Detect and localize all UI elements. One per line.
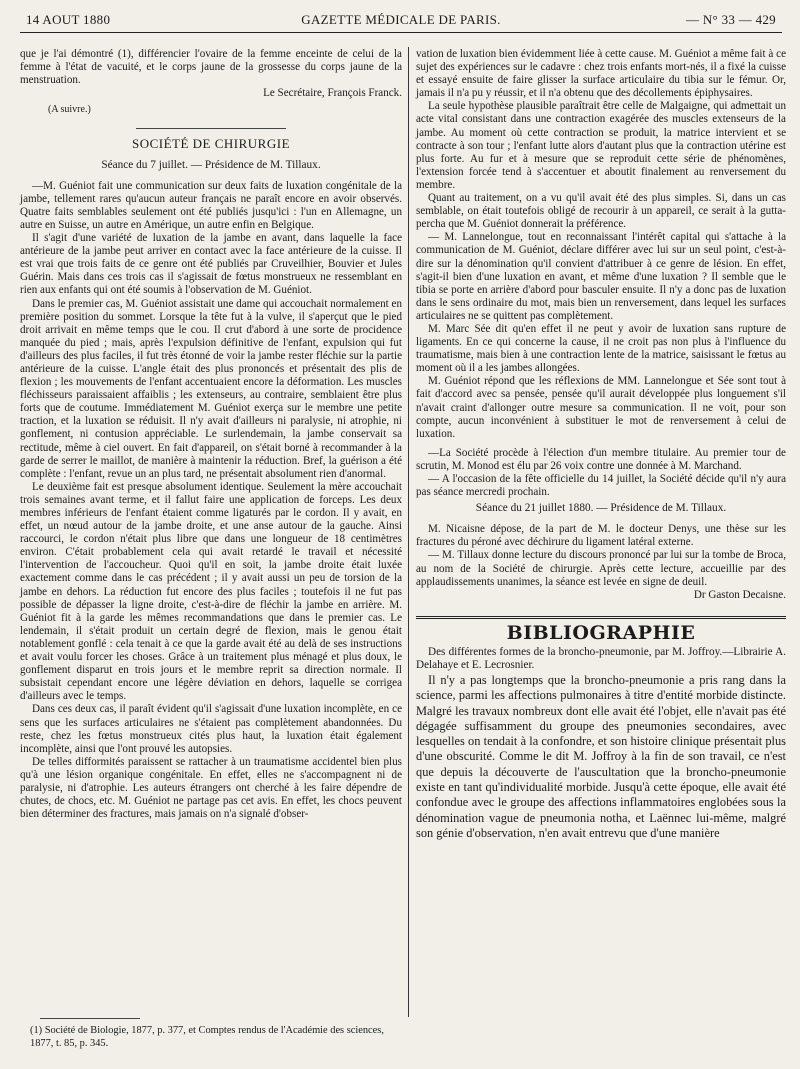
paragraph: — M. Lannelongue, tout en reconnaissant l'intérêt capital qui s'attache à la communication de M. Guéniot, déclare différer avec lui sur un seul point, c'est-à-dire sur la dénomination qu'il convient d'attribuer à ce genre de lésion. En effet, s'agit-il bien d'une luxation en avant, et même d'une luxation ? Il semble que le tibia se porte en arrière d'abord pour basculer ensuite. Il n'y a donc pas de luxation dans le sens ordinaire du mot, mais bien un renversement, dans lequel les surfaces articulaires ne se quittent pas complètement. bbox=[416, 231, 786, 322]
paragraph: Dans ces deux cas, il paraît évident qu'il s'agissait d'une luxation incomplète, en ce sens que les surfaces articulaires ne s'étaient pas complètement abandonnées. Du reste, chez les fœtus monstrueux cités plus haut, la luxation était également incomplète, ainsi que l'ont prouvé les autopsies. bbox=[20, 703, 402, 755]
footnote-divider bbox=[40, 1018, 140, 1019]
header-title: GAZETTE MÉDICALE DE PARIS. bbox=[301, 12, 501, 27]
paragraph: vation de luxation bien évidemment liée à cette cause. M. Guéniot a même fait à ce sujet des expériences sur le cadavre : chez trois enfants mort-nés, il a fixé la cuisse et essayé ensuite de faire glisser la surface articulaire du tibia sur le fémur. Or, jamais il n'a pu y réussir, et il n'a obtenu que des décollements épiphysaires. bbox=[416, 48, 786, 100]
paragraph: —La Société procède à l'élection d'un membre titulaire. Au premier tour de scrutin, M. Monod est élu par 26 voix contre une donnée à M. Marchand. bbox=[416, 446, 786, 472]
session-heading: Séance du 7 juillet. — Présidence de M. Tillaux. bbox=[101, 158, 321, 171]
paragraph: —M. Guéniot fait une communication sur deux faits de luxation congénitale de la jambe, tellement rares qu'aucun auteur français ne paraît encore en avoir observés. Quatre faits semblables seulement ont été publiés jusqu'ici : l'un en Allemagne, un autre en Suisse, un autre en Amérique, un autre enfin en Belgique. bbox=[20, 179, 402, 231]
paragraph: Il n'y a pas longtemps que la broncho-pneumonie a pris rang dans la science, parmi les affections pulmonaires à titre d'entité morbide distincte. Malgré les travaux nombreux dont elle avait été l'objet, elle n'avait pas été dégagée suffisamment du groupe des pneumonies secondaires, avec lesquelles on tendait à la confondre, et son histoire clinique présentait plus d'une obscurité. Comme le dit M. Joffroy à la fin de son travail, ce n'est que depuis la découverte de l'auscultation que la broncho-pneumonie existe en tant qu'individualité morbide. Jusqu'à cette époque, elle avait été confondue avec le groupe des affections inflammatoires englobées sous la dénomination vague de pneumonia notha, et Laënnec lui-même, malgré son génie d'observation, n'en avait entrevu que d'une manière bbox=[416, 672, 786, 840]
section-divider bbox=[136, 128, 286, 129]
bibliography-title: BIBLIOGRAPHIE bbox=[506, 621, 696, 644]
paragraph: — M. Tillaux donne lecture du discours prononcé par lui sur la tombe de Broca, au nom de la Société de chirurgie. Après cette lecture, accueillie par des applaudissements unanimes, la séance est levée en signe de deuil. bbox=[416, 549, 786, 588]
paragraph: La seule hypothèse plausible paraîtrait être celle de Malgaigne, qui admettait un acte vital consistant dans une contraction exagérée des muscles extenseurs de la jambe. Au moment où cette contraction se produit, la matrice intervient et se contracte à son tour ; l'enfant lutte alors d'autant plus que la contraction utérine est plus forte. Au fur et à mesure que se reproduit cette série de phénomènes, l'extension forcée tend à s'accentuer et aboutit finalement au renversement du membre. bbox=[416, 100, 786, 191]
right-column bbox=[416, 48, 786, 841]
paragraph: Il s'agit d'une variété de luxation de la jambe en avant, dans laquelle la face antérieure de la jambe peut arriver en contact avec la face antérieure de la cuisse. Il est vrai que trois faits de ce genre ont été publiés par Cruveilhier, Bouvier et Jules Guérin. Mais dans ces trois cas il s'agissait de fœtus monstrueux ne ressemblant en rien aux enfants qui ont été soumis à l'observation de M. Guéniot. bbox=[20, 232, 402, 297]
section-title: SOCIÉTÉ DE CHIRURGIE bbox=[131, 136, 291, 152]
column-divider bbox=[408, 47, 409, 1017]
signature: Le Secrétaire, François Franck. bbox=[263, 87, 402, 100]
header-rule bbox=[20, 32, 782, 33]
paragraph: que je l'ai démontré (1), différencier l'ovaire de la femme enceinte de celui de la femme à l'état de vacuité, et le corps jaune de la grossesse du corps jaune de la menstruation. bbox=[20, 48, 402, 87]
session-heading: Séance du 21 juillet 1880. — Présidence de M. Tillaux. bbox=[475, 502, 727, 515]
paragraph: M. Marc Sée dit qu'en effet il ne peut y avoir de luxation sans rupture de ligaments. En ce qui concerne la cause, il ne croit pas non plus à l'influence du traumatisme, mais bien à une contraction lente de la matrice, saisissant le fœtus au moment où il a les jambes allongées. bbox=[416, 322, 786, 375]
page-header bbox=[22, 12, 780, 32]
bibliography-reference: Des différentes formes de la broncho-pneumonie, par M. Joffroy.—Librairie A. Delahaye et E. Lecrosnier. bbox=[416, 645, 786, 672]
paragraph: M. Guéniot répond que les réflexions de MM. Lannelongue et Sée sont tout à fait d'accord avec sa pensée, pensée qu'il aurait développée plus longuement s'il n'avait craint d'allonger outre mesure sa communication. Il ne voit, pour son compte, aucun inconvénient à substituer le mot de renversement à celui de luxation. bbox=[416, 375, 786, 440]
paragraph: M. Nicaisne dépose, de la part de M. le docteur Denys, une thèse sur les fractures du péroné avec déchirure du ligament latéral externe. bbox=[416, 523, 786, 549]
paragraph: Dans le premier cas, M. Guéniot assistait une dame qui accouchait normalement en première position du sommet. Lorsque la tête fut à la vulve, il s'aperçut que le pied droit arrivait en même temps que le cou. Il crut d'abord à une sorte de procidence manquée du pied ; mais, après l'expulsion définitive de l'enfant, expulsion qui fut d'ailleurs des plus faciles, il fut très étonné de voir la jambe rester fléchie sur la partie antérieure de la cuisse. L'angle était des plus prononcés et présentait des plis de flexion ; les mouvements de l'enfant accentuaient encore la déformation. Les muscles fléchisseurs paraissaient affaiblis ; les extenseurs, au contraire, semblaient être plus forts que de coutume. Immédiatement M. Guéniot exerça sur le membre une petite traction, et la luxation se réduisit. Il n'y avait d'ailleurs ni paralysie, ni atrophie, ni gonflement, ni contusion appréciable. Le surlendemain, la jambe conservait sa rectitude, même à ciel ouvert. En fait d'appareil, on s'était borné à recommander à la garde de serrer le maillot, de manière à maintenir la réduction. Bref, la guérison a été complète : l'enfant, revue un an plus tard, ne présentait absolument rien d'anormal. bbox=[20, 297, 402, 480]
continued-note: (A suivre.) bbox=[48, 104, 91, 116]
footnote: (1) Société de Biologie, 1877, p. 377, et Comptes rendus de l'Académie des sciences, 1877, t. 85, p. 345. bbox=[30, 1025, 384, 1049]
header-date: 14 AOUT 1880 bbox=[26, 12, 111, 27]
header-page-number: — N° 33 — 429 bbox=[686, 12, 776, 27]
paragraph: — A l'occasion de la fête officielle du 14 juillet, la Société décide qu'il n'y aura pas séance mercredi prochain. bbox=[416, 473, 786, 499]
paragraph: Quant au traitement, on a vu qu'il avait été des plus simples. Si, dans un cas semblable, on était toutefois obligé de recourir à un appareil, ce serait à la gutta-percha que M. Guéniot donnerait la préférence. bbox=[416, 192, 786, 231]
bibliography-body bbox=[416, 673, 786, 841]
paragraph: De telles difformités paraissent se rattacher à un traumatisme accidentel bien plus qu'à une lésion organique congénitale. En effet, elles ne s'accompagnent ni de paralysie, ni d'atrophie. Les auteurs étrangers ont cherché à les faire dépendre de chutes, de chocs, etc. M. Guéniot ne partage pas cet avis. En effet, les chocs peuvent bien déterminer des fractures, mais jamais on n'a signalé d'obser- bbox=[20, 755, 402, 821]
signature: Dr Gaston Decaisne. bbox=[693, 588, 786, 601]
section-divider bbox=[416, 616, 786, 619]
paragraph: Le deuxième fait est presque absolument identique. Seulement la mère accouchait trois semaines avant terme, et il fallut faire une application de forceps. Les deux membres inférieurs de l'enfant étaient comme ligaturés par le cordon. Il y avait, en effet, un nœud autour de la jambe droite, et une anse autour de la gauche. Ainsi raccourci, le cordon n'était plus libre que dans une longueur de 18 centimètres environ. C'était probablement cela qui avait retardé le travail et nécessité l'intervention de l'accoucheur. Quoi qu'il en soit, la jambe droite était luxée exactement comme dans le cas précédent ; il y avait aussi un peu de torsion de la jambe en dehors. La réduction fut encore des plus faciles ; toutefois il ne fut pas possible de dépasser la ligne droite, c'est-à-dire de fléchir la jambe en arrière. M. Guéniot fit à la garde les mêmes recommandations que dans le premier cas. Le lendemain, il s'était produit un certain degré de flexion, mais le genou était notablement gonflé : cela tenait à ce que la garde avait été au delà de ses instructions et avait voulu forcer les choses. Grâce à un traitement plus ménagé et plus doux, le gonflement disparut en trois jours et le membre reprit sa direction normale. Il subsistait cependant encore une légère déviation en dehors, laquelle se corrigea d'ailleurs avec le temps. bbox=[20, 480, 402, 703]
left-column bbox=[20, 48, 402, 821]
